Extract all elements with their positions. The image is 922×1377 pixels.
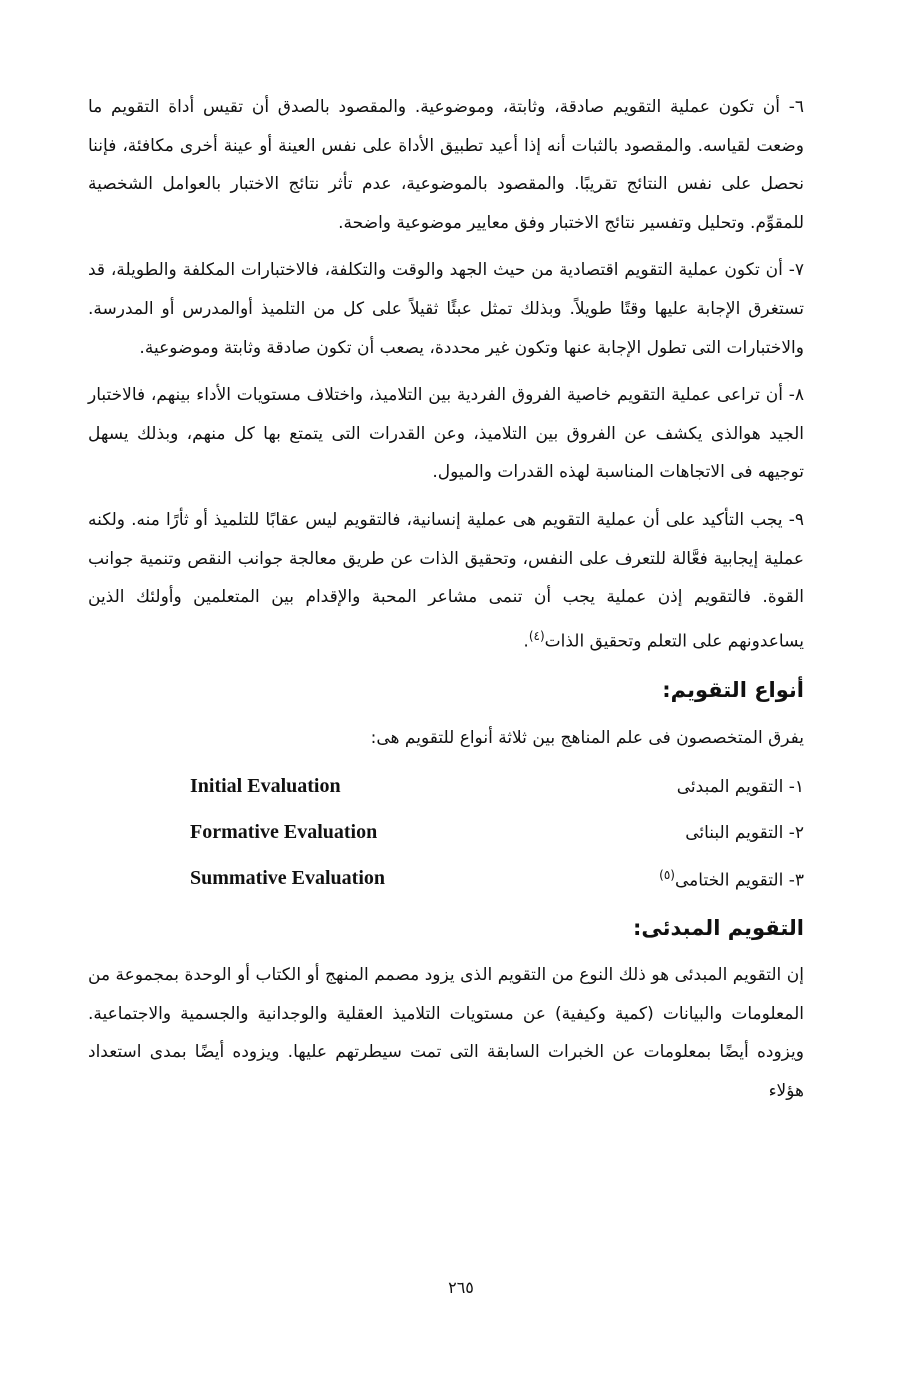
paragraph-9-end: .	[523, 631, 529, 652]
type-arabic	[659, 868, 804, 891]
type-english: Formative Evaluation	[190, 821, 378, 844]
paragraph-initial-evaluation: إن التقويم المبدئى هو ذلك النوع من التقويم الذى يزود مصمم المنهج أو الكتاب أو الوحدة بمجموعة من المعلومات والبيانات (كمية وكيفية) عن مستويات التلاميذ العقلية والوجدانية والجسمية والاجتماعية. ويزوده أيضًا بمعلومات عن الخبرات السابقة التى تمت سيطرتهم عليها. ويزوده أيضًا بمدى استعداد هؤلاء	[88, 964, 804, 1101]
paragraph-8: ٨- أن تراعى عملية التقويم خاصية الفروق الفردية بين التلاميذ، واختلاف مستويات الأداء بينهم، فالاختبار الجيد هوالذى يكشف عن الفروق بين التلاميذ، وعن القدرات التى يتمتع بها كل منهم، وبذلك يسهل توجيهه فى الاتجاهات المناسبة لهذه القدرات والميول.	[88, 385, 804, 483]
paragraph-9	[88, 501, 804, 661]
types-intro: يفرق المتخصصون فى علم المناهج بين ثلاثة أنواع للتقويم هى:	[370, 727, 804, 748]
footnote-ref-4: (٤)	[528, 628, 545, 643]
paragraph-6: ٦- أن تكون عملية التقويم صادقة، وثابتة، وموضوعية. والمقصود بالصدق أن تقيس أداة التقويم ما وضعت لقياسه. والمقصود بالثبات أنه إذا أعيد تطبيق الأداة على نفس العينة أو عينة أخرى مكافئة، فإننا نحصل على نفس النتائج تقريبًا. والمقصود بالموضوعية، عدم تأثر نتائج الاختبار بالعوامل الشخصية للمقوِّم. وتحليل وتفسير نتائج الاختبار وفق معايير موضوعية واضحة.	[88, 97, 804, 233]
type-english: Summative Evaluation	[190, 867, 386, 890]
list-item	[88, 764, 804, 810]
type-arabic: ٢- التقويم البنائى	[685, 822, 804, 843]
footnote-ref-5: (٥)	[659, 867, 675, 882]
list-item	[88, 856, 804, 902]
evaluation-types-list	[88, 764, 804, 902]
page-number: ٢٦٥	[448, 1278, 474, 1297]
type-arabic: ١- التقويم المبدئى	[676, 776, 804, 797]
type-english: Initial Evaluation	[190, 775, 341, 798]
paragraph-7: ٧- أن تكون عملية التقويم اقتصادية من حيث الجهد والوقت والتكلفة، فالاختبارات المكلفة والطويلة، قد تستغرق الإجابة عليها وقتًا طويلاً. وبذلك تمثل عبئًا ثقيلاً على كل من التلميذ أوالمدرس أو المدرسة. والاختبارات التى تطول الإجابة عنها وتكون غير محددة، يصعب أن تكون صادقة وثابتة وموضوعية.	[88, 260, 804, 358]
heading-evaluation-types: أنواع التقويم:	[662, 677, 804, 702]
paragraph-9-text: ٩- يجب التأكيد على أن عملية التقويم هى عملية إنسانية، فالتقويم ليس عقابًا للتلميذ أو ثأرًا منه. ولكنه عملية إيجابية فعَّالة للتعرف على النفس، وتحقيق الذات عن طريق معالجة جوانب النقص وتنمية جوانب القوة. فالتقويم إذن عملية يجب أن تنمى مشاعر المحبة والإقدام بين المتعلمين وأولئك الذين يساعدونهم على التعلم وتحقيق الذات	[88, 509, 804, 652]
heading-initial-evaluation: التقويم المبدئى:	[633, 915, 804, 940]
type-arabic-text: ٣- التقويم الختامى	[674, 870, 804, 891]
list-item	[88, 810, 804, 856]
